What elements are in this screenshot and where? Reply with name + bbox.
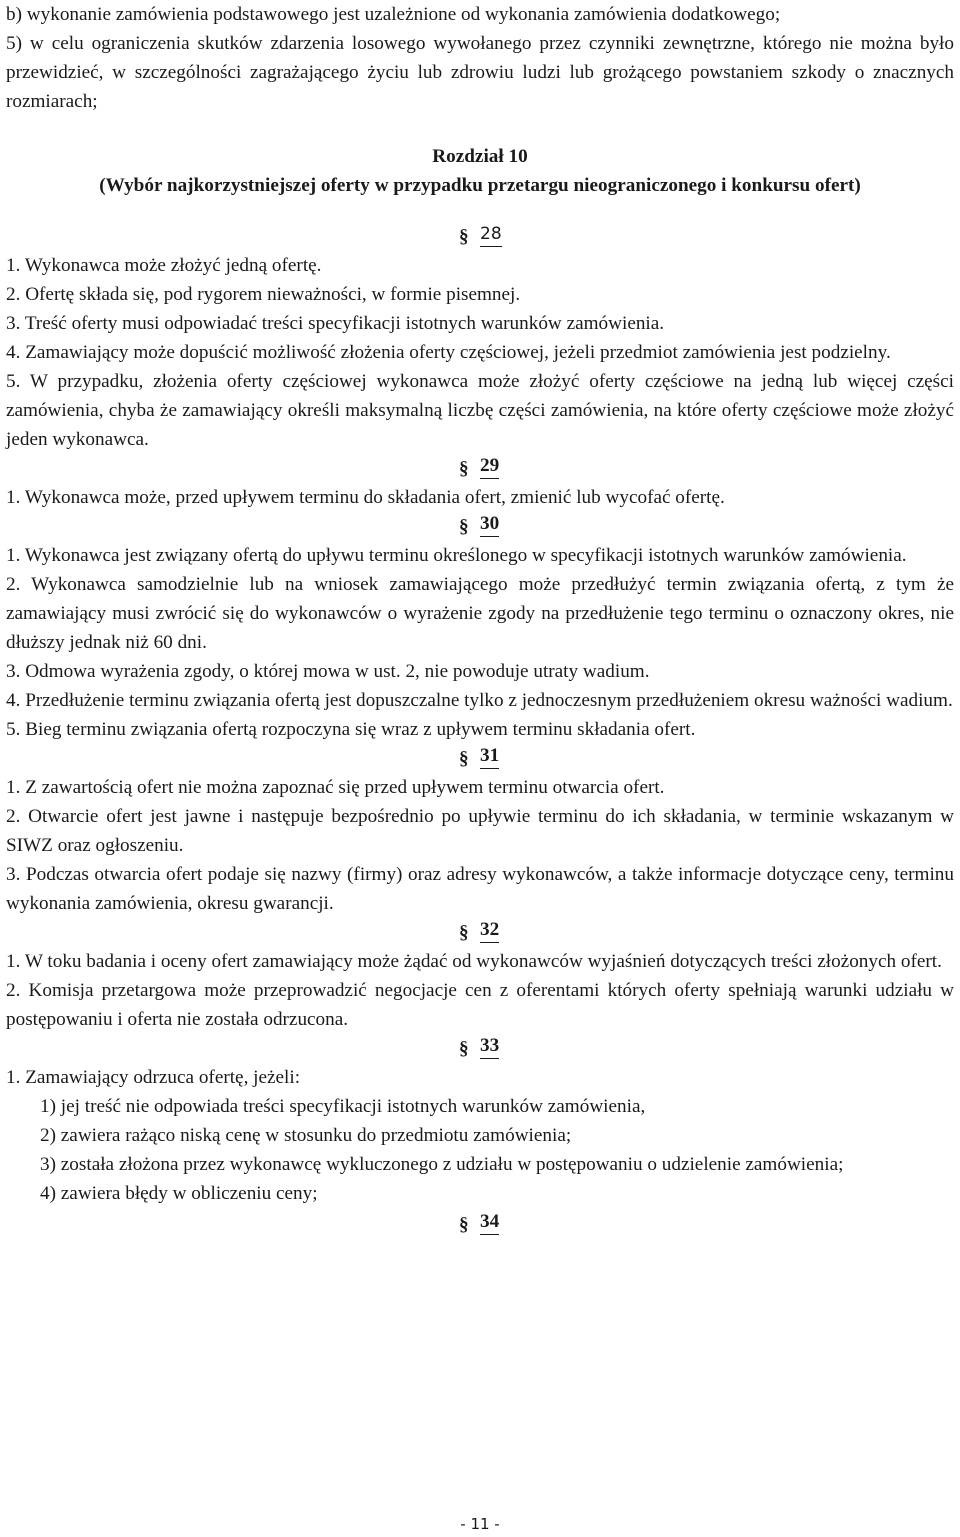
intro-point-b: b) wykonanie zamówienia podstawowego jest uzależnione od wykonania zamówienia dodatkowego; (6, 4, 781, 25)
section-28-item-1: 1. Wykonawca może złożyć jedną ofertę. (6, 255, 322, 276)
section-31-item-2: 2. Otwarcie ofert jest jawne i następuje bezpośrednio po upływie terminu do ich składania, w terminie wskazanym w SIWZ oraz ogłoszeniu. (6, 806, 954, 856)
section-number: 33 (480, 1034, 499, 1059)
section-33-item-1: 1. Zamawiający odrzuca ofertę, jeżeli: (6, 1067, 301, 1088)
section-30-item-2: 2. Wykonawca samodzielnie lub na wniosek zamawiającego może przedłużyć termin związania ofertą, z tym że zamawiający musi zwrócić się do wykonawców o wyrażenie zgody na przedłużenie tego terminu o oznaczony okres, nie dłuższy jednak niż 60 dni. (6, 574, 954, 653)
section-heading-32 (6, 918, 954, 947)
section-sign: § (459, 748, 469, 769)
section-heading-34 (6, 1210, 954, 1239)
section-sign: § (459, 1214, 469, 1235)
section-28-item-3: 3. Treść oferty musi odpowiadać treści specyfikacji istotnych warunków zamówienia. (6, 313, 665, 334)
section-32-item-1: 1. W toku badania i oceny ofert zamawiający może żądać od wykonawców wyjaśnień dotyczących treści złożonych ofert. (6, 951, 942, 972)
section-28-item-4: 4. Zamawiający może dopuścić możliwość złożenia oferty częściowej, jeżeli przedmiot zamówienia jest podzielny. (6, 342, 891, 363)
section-33-subitem-2: 2) zawiera rażąco niską cenę w stosunku do przedmiotu zamówienia; (40, 1125, 572, 1146)
section-sign: § (459, 922, 469, 943)
section-sign: § (459, 516, 469, 537)
section-28-item-2: 2. Ofertę składa się, pod rygorem nieważności, w formie pisemnej. (6, 284, 521, 305)
document-page (6, 0, 954, 1537)
section-32-item-2: 2. Komisja przetargowa może przeprowadzić negocjacje cen z oferentami których oferty spełniają warunki udziału w postępowaniu i oferta nie została odrzucona. (6, 980, 954, 1030)
section-sign: § (459, 226, 469, 247)
section-heading-29 (6, 454, 954, 483)
page-number: - 11 - (460, 1515, 500, 1533)
section-33-subitem-3: 3) została złożona przez wykonawcę wykluczonego z udziału w postępowaniu o udzielenie zamówienia; (40, 1154, 844, 1175)
section-number: 30 (480, 512, 499, 537)
section-30-item-5: 5. Bieg terminu związania ofertą rozpoczyna się wraz z upływem terminu składania ofert. (6, 719, 696, 740)
section-30-item-1: 1. Wykonawca jest związany ofertą do upływu terminu określonego w specyfikacji istotnych warunków zamówienia. (6, 545, 907, 566)
chapter-number: Rozdział 10 (432, 146, 528, 167)
section-number: 29 (480, 454, 499, 479)
section-31-item-3: 3. Podczas otwarcia ofert podaje się nazwy (firmy) oraz adresy wykonawców, a także informacje dotyczące ceny, terminu wykonania zamówienia, okresu gwarancji. (6, 864, 954, 914)
section-30-item-4: 4. Przedłużenie terminu związania ofertą jest dopuszczalne tylko z jednoczesnym przedłużeniem okresu ważności wadium. (6, 690, 953, 711)
section-33-subitem-4: 4) zawiera błędy w obliczeniu ceny; (40, 1183, 318, 1204)
section-sign: § (459, 458, 469, 479)
section-30-item-3: 3. Odmowa wyrażenia zgody, o której mowa w ust. 2, nie powoduje utraty wadium. (6, 661, 650, 682)
section-heading-31 (6, 744, 954, 773)
section-heading-28 (6, 222, 954, 251)
section-number: 28 (480, 222, 502, 247)
section-heading-33 (6, 1034, 954, 1063)
section-sign: § (459, 1038, 469, 1059)
section-33-subitem-1: 1) jej treść nie odpowiada treści specyfikacji istotnych warunków zamówienia, (40, 1096, 646, 1117)
section-heading-30 (6, 512, 954, 541)
section-28-item-5: 5. W przypadku, złożenia oferty częściowej wykonawca może złożyć oferty częściowe na jedną lub więcej części zamówienia, chyba że zamawiający określi maksymalną liczbę części zamówienia, na które oferty częściowe może złożyć jeden wykonawca. (6, 371, 954, 450)
section-number: 31 (480, 744, 499, 769)
section-number: 32 (480, 918, 499, 943)
section-31-item-1: 1. Z zawartością ofert nie można zapoznać się przed upływem terminu otwarcia ofert. (6, 777, 665, 798)
section-29-item-1: 1. Wykonawca może, przed upływem terminu do składania ofert, zmienić lub wycofać ofertę. (6, 487, 725, 508)
section-number: 34 (480, 1210, 499, 1235)
chapter-title: (Wybór najkorzystniejszej oferty w przypadku przetargu nieograniczonego i konkursu ofert) (99, 175, 861, 196)
intro-point-5: 5) w celu ograniczenia skutków zdarzenia losowego wywołanego przez czynniki zewnętrzne, którego nie można było przewidzieć, w szczególności zagrażającego życiu lub zdrowiu ludzi lub grożącego powstaniem szkody o znacznych rozmiarach; (6, 33, 954, 112)
